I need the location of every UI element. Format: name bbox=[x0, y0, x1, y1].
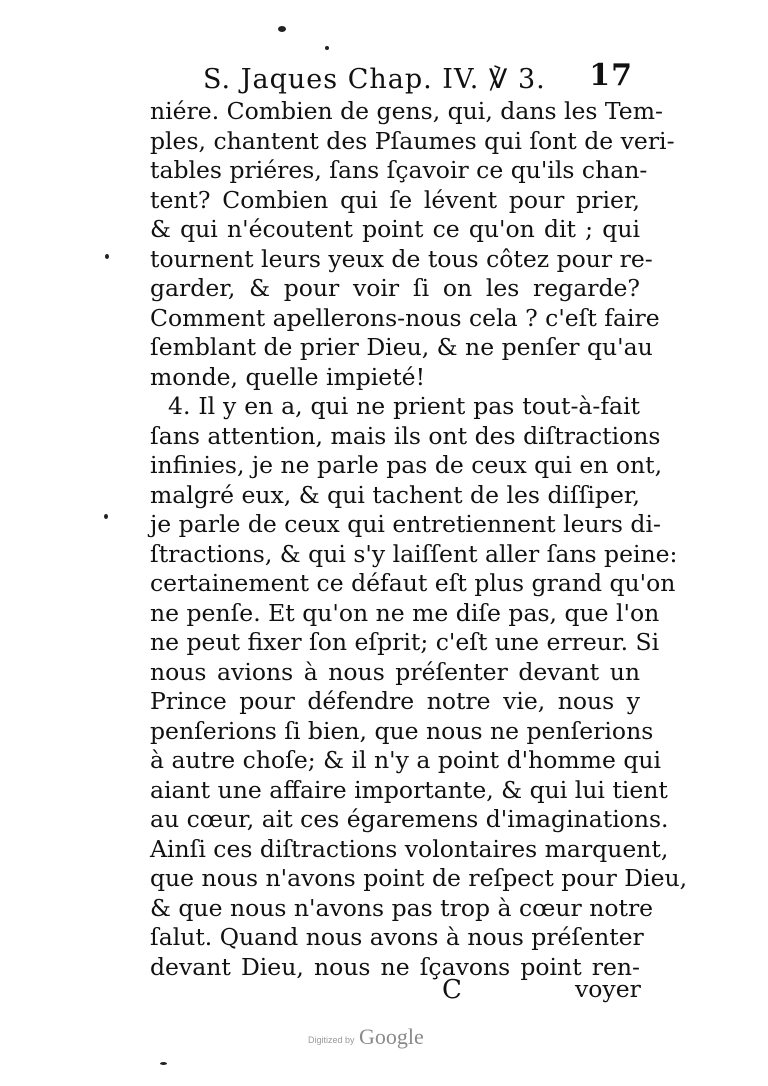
text-line: & qui n'écoutent point ce qu'on dit ; qui bbox=[150, 215, 640, 243]
page-number: 17 bbox=[589, 58, 633, 93]
text-line: nous avions à nous préſenter devant un bbox=[150, 657, 640, 686]
running-title: S. Jaques Chap. IV. ℣ 3. bbox=[203, 64, 546, 95]
text-line: tables priéres, ſans ſçavoir ce qu'ils chan- bbox=[150, 156, 648, 184]
running-header bbox=[203, 58, 633, 96]
ink-speck bbox=[325, 46, 329, 50]
text-line: au cœur, ait ces égaremens d'imaginations. bbox=[150, 805, 669, 833]
text-line: garder, & pour voir ſi on les regarde? bbox=[150, 274, 640, 302]
paragraph-start-line: 4. Il y en a, qui ne prient pas tout-à-fait bbox=[168, 392, 640, 420]
text-line: je parle de ceux qui entretiennent leurs di- bbox=[150, 510, 661, 538]
body-text bbox=[150, 97, 688, 982]
signature-mark: C bbox=[442, 975, 462, 1005]
text-line: Prince pour défendre notre vie, nous y bbox=[150, 687, 640, 715]
text-line: à autre choſe; & il n'y a point d'homme qui bbox=[150, 746, 662, 774]
ink-speck bbox=[160, 1062, 167, 1065]
text-line: aiant une affaire importante, & qui lui tient bbox=[150, 775, 668, 804]
text-line: devant Dieu, nous ne ſçavons point ren- bbox=[150, 952, 640, 981]
text-line: ples, chantent des Pſaumes qui ſont de veri- bbox=[150, 126, 675, 155]
catchword: voyer bbox=[575, 975, 641, 1003]
ink-speck bbox=[278, 26, 286, 32]
text-line: Comment apellerons-nous cela ? c'eſt faire bbox=[150, 303, 660, 332]
text-line: ſalut. Quand nous avons à nous préſenter bbox=[150, 923, 644, 951]
ink-speck bbox=[104, 514, 108, 519]
text-line: ne peut fixer ſon eſprit; c'eſt une erreur. Si bbox=[150, 628, 660, 656]
text-line: ne penſe. Et qu'on ne me diſe pas, que l'on bbox=[150, 598, 660, 627]
text-line: penſerions ſi bien, que nous ne penſerions bbox=[150, 716, 654, 745]
text-line: infinies, je ne parle pas de ceux qui en ont, bbox=[150, 451, 663, 479]
text-line: tournent leurs yeux de tous côtez pour re- bbox=[150, 244, 653, 273]
text-line: & que nous n'avons pas trop à cœur notre bbox=[150, 893, 654, 922]
text-line: ſemblant de prier Dieu, & ne penſer qu'au bbox=[150, 333, 653, 361]
text-line: ſans attention, mais ils ont des diſtractions bbox=[150, 421, 661, 450]
text-line: que nous n'avons point de reſpect pour Dieu, bbox=[150, 864, 688, 892]
ink-speck bbox=[105, 254, 109, 259]
watermark-prefix: Digitized by bbox=[308, 1034, 355, 1045]
text-line: certainement ce défaut eſt plus grand qu'on bbox=[150, 569, 676, 597]
text-line: monde, quelle impieté! bbox=[150, 362, 426, 391]
text-line: malgré eux, & qui tachent de les diſſiper, bbox=[150, 480, 640, 509]
digitization-watermark bbox=[308, 1024, 424, 1050]
text-line: ſtractions, & qui s'y laiſſent aller ſans peine: bbox=[150, 539, 678, 568]
text-line: niére. Combien de gens, qui, dans les Tem- bbox=[150, 97, 663, 125]
text-line: Ainſi ces diſtractions volontaires marquent, bbox=[150, 834, 669, 863]
text-line: tent? Combien qui ſe lévent pour prier, bbox=[150, 185, 640, 214]
watermark-brand: Google bbox=[358, 1024, 424, 1049]
